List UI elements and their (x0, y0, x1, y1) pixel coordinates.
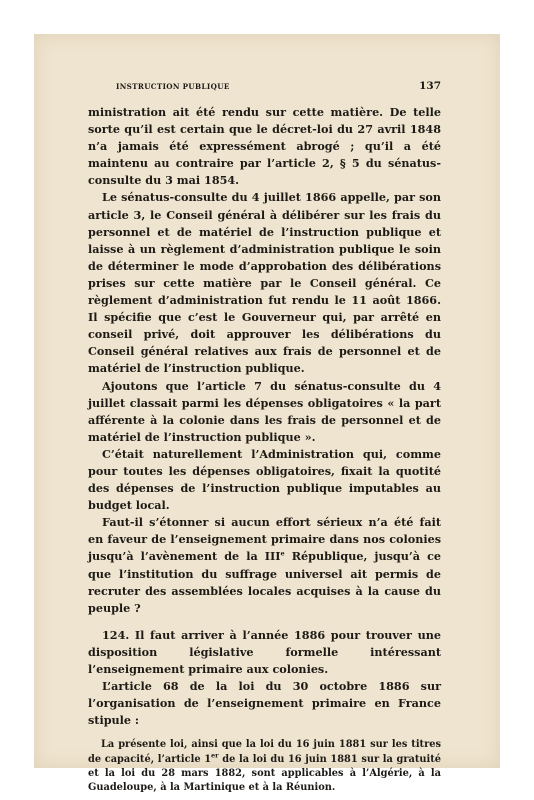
quotation-end: de la loi du 16 juin 1881 sur la gratuité et la loi du 28 mars 1882, sont applicables à l’Algérie, à la Guadeloupe, à la Martinique et à la Réunion. (88, 753, 442, 793)
page-number: 137 (419, 80, 441, 92)
running-title: INSTRUCTION PUBLIQUE (116, 82, 230, 91)
body-text (88, 104, 441, 729)
ordinal-superscript: e (280, 549, 285, 558)
paragraph-continuation: ministration ait été rendu sur cette matière. De telle sorte qu’il est certain que le décret-loi du 27 avril 1848 n’a jamais été expressément abrogé ; qu’il a été maintenu au contraire par l’article 2, § 5 du sénatus-consulte du 3 mai 1854. (88, 105, 441, 188)
paragraph-question-start: Faut-il s’étonner si aucun effort sérieux n’a été fait en faveur de l’enseignement primaire dans nos colonies jusqu’à l’avènement de la III (88, 515, 441, 564)
book-page (88, 78, 441, 795)
paragraph-administration: C’était naturellement l’Administration qui, comme pour toutes les dépenses obligatoires, fixait la quotité des dépenses de l’instruction publique imputables au budget local. (88, 446, 441, 513)
paragraph-article-68: L’article 68 de la loi du 30 octobre 1886 sur l’organisation de l’enseignement primaire en France stipule : (88, 679, 441, 728)
paragraph-question (88, 514, 441, 617)
law-quotation (88, 738, 441, 795)
paragraph-article-7: Ajoutons que l’article 7 du sénatus-consulte du 4 juillet classait parmi les dépenses obligatoires « la part afférente à la colonie dans les frais de personnel et de matériel de l’instruction publique ». (88, 378, 441, 444)
quotation-start: La présente loi, ainsi que la loi du 16 juin 1881 sur les titres de capacité, l’article 1 (88, 739, 441, 765)
paragraph-senatus-consulte: Le sénatus-consulte du 4 juillet 1866 appelle, par son article 3, le Conseil général à délibérer sur les frais du personnel et de matériel de l’instruction publique et laisse à un règlement d’administration publique le soin de déterminer le mode d’approbation des délibérations prises sur cette matière par le Conseil général. Ce règlement d’administration fut rendu le 11 août 1866. Il spécifie que c’est le Gouverneur qui, par arrêté en conseil privé, doit approuver les délibérations du Conseil général relatives aux frais de personnel et de matériel de l’instruction publique. (88, 190, 441, 376)
paragraph-question-end: République, jusqu’à ce que l’institution du suffrage universel ait permis de recruter des assemblées locales acquises à la cause du peuple ? (88, 549, 442, 615)
running-header (88, 78, 441, 96)
quotation-superscript: er (211, 751, 219, 760)
paragraph-section-124: 124. Il faut arriver à l’année 1886 pour trouver une disposition législative formelle intéressant l’enseignement primaire aux colonies. (88, 627, 441, 676)
quotation-text (88, 738, 441, 795)
section-gap (88, 617, 441, 627)
